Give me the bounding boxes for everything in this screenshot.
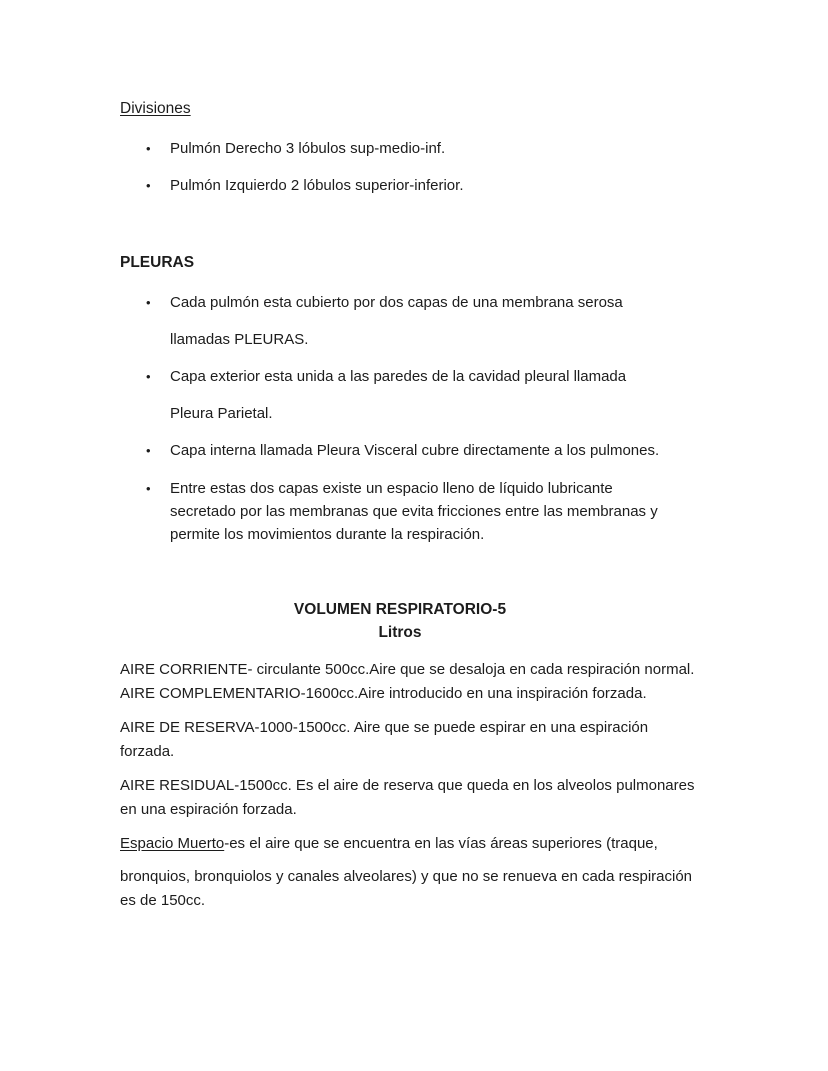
list-item-text: Pulmón Izquierdo 2 lóbulos superior-inferior. xyxy=(170,177,464,194)
list-item-text: Pulmón Derecho 3 lóbulos sup-medio-inf. xyxy=(170,140,446,157)
bullet-icon: • xyxy=(146,295,151,310)
list-item xyxy=(146,130,666,167)
list-item xyxy=(146,477,674,546)
pleuras-heading: PLEURAS xyxy=(120,254,195,271)
espacio-muerto-term: Espacio Muerto xyxy=(120,835,225,852)
pleuras-list xyxy=(120,284,712,546)
paragraph-aire-residual: AIRE RESIDUAL-1500cc. Es el aire de reserva que queda en los alveolos pulmonares en una espiración forzada. xyxy=(120,777,695,818)
volumen-subtitle: Litros xyxy=(378,624,422,641)
list-item xyxy=(146,358,666,432)
divisiones-list xyxy=(120,130,712,204)
bullet-icon: • xyxy=(146,443,151,458)
paragraph-espacio-muerto-cont: bronquios, bronquiolos y canales alveolares) y que no se renueva en cada respiración es de 150cc. xyxy=(120,868,693,909)
list-item xyxy=(146,432,666,469)
volumen-body xyxy=(120,658,712,913)
list-item-text: Cada pulmón esta cubierto por dos capas de una membrana serosa llamadas PLEURAS. xyxy=(170,294,623,348)
paragraph-espacio-muerto xyxy=(120,832,698,856)
section-volumen xyxy=(120,598,712,913)
list-item-text: Capa exterior esta unida a las paredes de la cavidad pleural llamada Pleura Parietal. xyxy=(170,368,627,422)
bullet-icon: • xyxy=(146,141,151,156)
list-item xyxy=(146,284,666,358)
paragraph-aire-reserva: AIRE DE RESERVA-1000-1500cc. Aire que se puede espirar en una espiración forzada. xyxy=(120,719,649,760)
list-item xyxy=(146,167,666,204)
bullet-icon: • xyxy=(146,481,151,496)
list-item-text: Capa interna llamada Pleura Visceral cubre directamente a los pulmones. xyxy=(170,442,660,459)
espacio-muerto-text: -es el aire que se encuentra en las vías áreas superiores (traque, xyxy=(224,835,658,852)
divisiones-heading: Divisiones xyxy=(120,100,191,117)
volumen-heading-block xyxy=(120,598,680,644)
paragraph-aire-corriente: AIRE CORRIENTE- circulante 500cc.Aire que se desaloja en cada respiración normal. AIRE COMPLEMENTARIO-1600cc.Aire introducido en una inspiración forzada. xyxy=(120,661,695,702)
bullet-icon: • xyxy=(146,178,151,193)
section-pleuras xyxy=(120,254,712,546)
list-item-text: Entre estas dos capas existe un espacio lleno de líquido lubricante secretado por las membranas que evita fricciones entre las membranas y permite los movimientos durante la respiración. xyxy=(170,480,658,543)
section-divisiones xyxy=(120,100,712,204)
volumen-title: VOLUMEN RESPIRATORIO-5 xyxy=(293,601,507,618)
bullet-icon: • xyxy=(146,369,151,384)
